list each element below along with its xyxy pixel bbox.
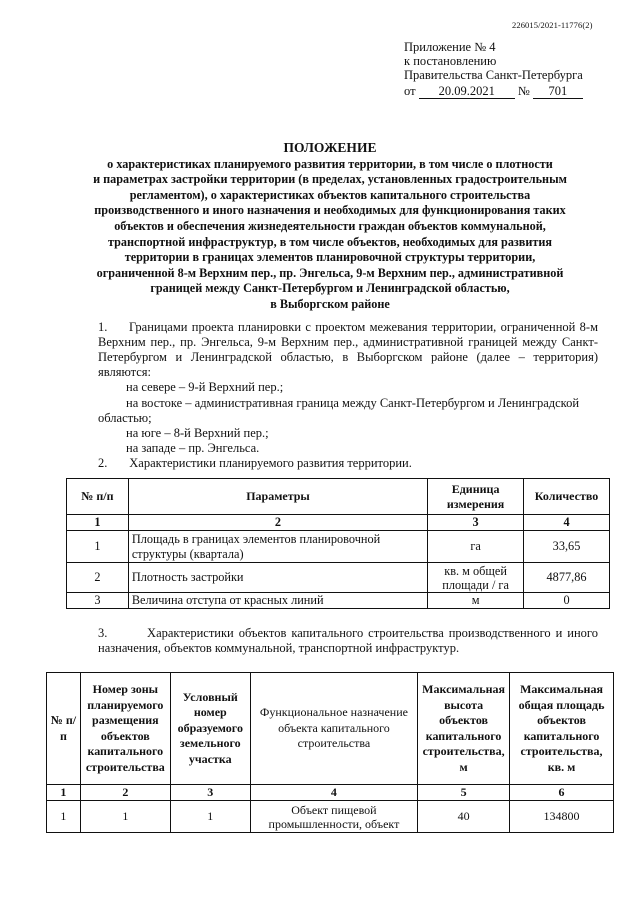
section-2-heading: 2. Характеристики планируемого развития территории. xyxy=(98,456,412,470)
header-cell: Функциональное назначение объекта капитального строительства xyxy=(250,673,417,785)
cell-number: 3 xyxy=(67,593,129,609)
header-cell: Параметры xyxy=(128,479,427,515)
title-line: границей между Санкт-Петербургом и Ленинградской областью, xyxy=(150,281,510,296)
boundary-east: на востоке – административная граница между Санкт-Петербургом и Ленинградской xyxy=(126,396,580,410)
boundary-west: на западе – пр. Энгельса. xyxy=(126,441,260,455)
title-heading: ПОЛОЖЕНИЕ xyxy=(283,140,377,155)
cell-height: 40 xyxy=(418,801,510,833)
column-number: 3 xyxy=(170,785,250,801)
title-line: и параметрах застройки территории (в пределах, установленных градостроительным xyxy=(93,172,567,187)
header-cell: Максимальная высота объектов капитального строительства, м xyxy=(418,673,510,785)
header-cell: Количество xyxy=(524,479,610,515)
column-number: 2 xyxy=(128,515,427,531)
decree-date: 20.09.2021 xyxy=(419,84,515,99)
header-cell: Единица измерения xyxy=(428,479,524,515)
cell-parameter: Плотность застройки xyxy=(128,563,427,593)
cell-quantity: 33,65 xyxy=(524,531,610,563)
table-row xyxy=(67,531,610,563)
column-number: 4 xyxy=(250,785,417,801)
development-parameters-table xyxy=(66,478,610,609)
capital-construction-table xyxy=(46,672,614,833)
column-number: 3 xyxy=(428,515,524,531)
appendix-line-2: к постановлению xyxy=(404,54,497,68)
cell-purpose: Объект пищевой промышленности, объект xyxy=(250,801,417,833)
boundary-east-cont: областью; xyxy=(98,411,152,425)
from-label: от xyxy=(404,84,416,98)
cell-area: 134800 xyxy=(510,801,614,833)
decree-number: 701 xyxy=(533,84,583,99)
column-number-row xyxy=(47,785,614,801)
number-label: № xyxy=(517,84,530,98)
document-title xyxy=(60,140,600,313)
title-line: транспортной инфраструктур, в том числе объектов, необходимых для развития xyxy=(107,234,553,249)
cell-number: 1 xyxy=(67,531,129,563)
table-header-row xyxy=(67,479,610,515)
cell-number: 2 xyxy=(67,563,129,593)
header-cell: № п/п xyxy=(67,479,129,515)
column-number: 2 xyxy=(80,785,170,801)
title-line: о характеристиках планируемого развития территории, в том числе о плотности xyxy=(107,156,553,171)
title-line: производственного и иного назначения и необходимых для функционирования таких xyxy=(94,203,566,218)
table-row xyxy=(67,593,610,609)
column-number: 1 xyxy=(67,515,129,531)
section-1-paragraph: 1. Границами проекта планировки с проектом межевания территории, ограниченной 8-м Верхним пер., пр. Энгельса, 9-м Верхним пер., административной границей между Санкт-Петербургом и Ленинградской областью, в Выборгском районе (далее – территория) являются: xyxy=(98,320,598,379)
document-id: 226015/2021-11776(2) xyxy=(512,20,593,30)
table-row xyxy=(67,563,610,593)
cell-zone: 1 xyxy=(80,801,170,833)
column-number: 6 xyxy=(510,785,614,801)
boundary-south: на юге – 8-й Верхний пер.; xyxy=(126,426,269,440)
title-line: регламентом), о характеристиках объектов капитального строительства xyxy=(129,187,531,202)
title-line: в Выборгском районе xyxy=(270,296,390,311)
table-header-row xyxy=(47,673,614,785)
column-number-row xyxy=(67,515,610,531)
column-number: 5 xyxy=(418,785,510,801)
section-3-paragraph: 3. Характеристики объектов капитального строительства производственного и иного назначения, объектов коммунальной, транспортной инфраструктур. xyxy=(98,626,598,655)
title-line: ограниченной 8-м Верхним пер., пр. Энгельса, 9-м Верхним пер., административной xyxy=(96,265,564,280)
cell-parameter: Величина отступа от красных линий xyxy=(128,593,427,609)
appendix-line-3: Правительства Санкт-Петербурга xyxy=(404,68,583,82)
boundary-north: на севере – 9-й Верхний пер.; xyxy=(126,380,284,394)
cell-unit: м xyxy=(428,593,524,609)
appendix-line-1: Приложение № 4 xyxy=(404,40,496,54)
column-number: 1 xyxy=(47,785,81,801)
column-number: 4 xyxy=(524,515,610,531)
cell-quantity: 0 xyxy=(524,593,610,609)
cell-parameter: Площадь в границах элементов планировочной структуры (квартала) xyxy=(128,531,427,563)
table-row xyxy=(47,801,614,833)
cell-quantity: 4877,86 xyxy=(524,563,610,593)
header-cell: Условный номер образуемого земельного участка xyxy=(170,673,250,785)
title-line: объектов и обеспечения жизнедеятельности граждан объектов коммунальной, xyxy=(114,218,546,233)
cell-unit: га xyxy=(428,531,524,563)
title-line: территории в границах элементов планировочной структуры территории, xyxy=(124,250,536,265)
header-cell: № п/п xyxy=(47,673,81,785)
cell-plot: 1 xyxy=(170,801,250,833)
appendix-date-line xyxy=(404,84,583,99)
header-cell: Номер зоны планируемого размещения объектов капитального строительства xyxy=(80,673,170,785)
header-cell: Максимальная общая площадь объектов капитального строительства, кв. м xyxy=(510,673,614,785)
cell-unit: кв. м общей площади / га xyxy=(428,563,524,593)
cell-number: 1 xyxy=(47,801,81,833)
